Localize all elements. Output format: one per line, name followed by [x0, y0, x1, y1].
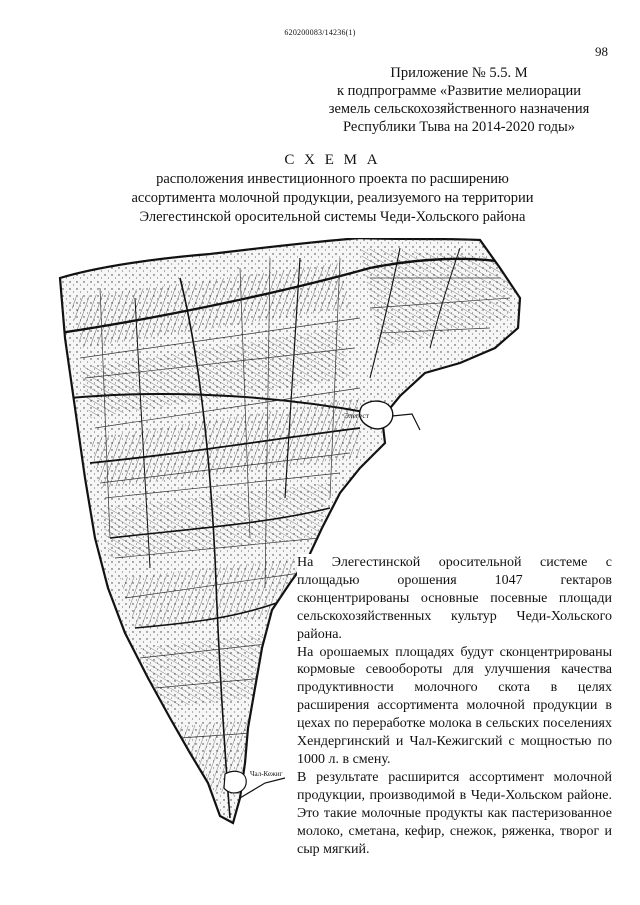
appendix-line: Приложение № 5.5. М: [390, 65, 528, 81]
scheme-subtitle-line: расположения инвестиционного проекта по расширению: [156, 171, 509, 187]
village-chal-kezhig-label: Чал-Кежиг: [250, 770, 283, 778]
body-text: [297, 554, 612, 858]
scheme-title: С Х Е М А: [284, 152, 381, 168]
appendix-block: [300, 64, 618, 136]
appendix-line: земель сельскохозяйственного назначения: [328, 101, 590, 117]
body-paragraph: На орошаемых площадях будут сконцентрированы кормовые севообороты для улучшения качества продуктивности молочного скота в целях расширения ассортимента молочной продукции в цехах по переработке молока в сельских поселениях Хендергинский и Чал-Кежигский с мощностью по 1000 л. в смену.: [297, 644, 612, 767]
appendix-line: к подпрограмме «Развитие мелиорации: [336, 83, 581, 99]
appendix-line: Республики Тыва на 2014-2020 годы»: [342, 119, 576, 135]
scheme-subtitle-line: Элегестинской оросительной системы Чеди-Хольского района: [139, 209, 526, 225]
document-code: 620200083/14236(1): [284, 28, 356, 37]
village-elegest-label: Элегест: [344, 411, 370, 420]
scheme-subtitle: [60, 170, 605, 227]
body-paragraph: На Элегестинской оросительной системе с площадью орошения 1047 гектаров сконцентрированы основные посевные площади сельскохозяйственных культур Чеди-Хольского района.: [297, 555, 612, 642]
page-number: 98: [595, 44, 608, 59]
body-paragraph: В результате расширится ассортимент молочной продукции, производимой в Чеди-Хольском районе. Это такие молочные продукты как пастеризованное молоко, сметана, кефир, снежок, ряженка, творог и сыр мягкий.: [297, 769, 612, 857]
scheme-subtitle-line: ассортимента молочной продукции, реализуемого на территории: [131, 190, 534, 206]
